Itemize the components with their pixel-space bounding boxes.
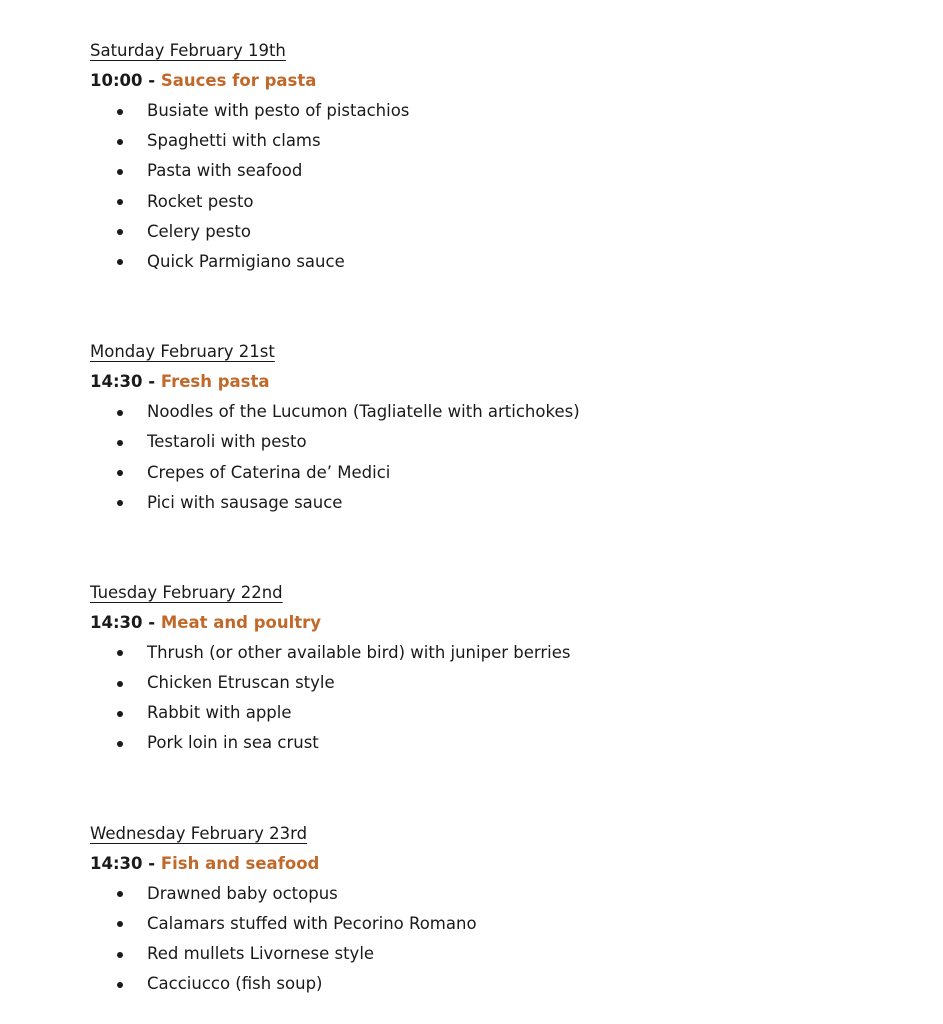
bullet-icon: [117, 741, 123, 747]
bullet-icon: [117, 259, 123, 265]
list-item: [90, 638, 910, 668]
list-item: [90, 427, 910, 457]
list-item-text: Calamars stuffed with Pecorino Romano: [147, 913, 477, 933]
list-item-text: Thrush (or other available bird) with juniper berries: [147, 642, 571, 662]
session-topic: Fish and seafood: [160, 853, 320, 873]
list-item: [90, 909, 910, 939]
list-item-text: Spaghetti with clams: [147, 131, 321, 151]
list-item-text: Pasta with seafood: [147, 161, 303, 181]
bullet-icon: [117, 199, 123, 205]
list-item: [90, 126, 910, 156]
recipe-list: [90, 397, 910, 518]
list-item: [90, 728, 910, 758]
list-item-text: Testaroli with pesto: [147, 432, 307, 452]
list-item-text: Pici with sausage sauce: [147, 492, 343, 512]
bullet-icon: [117, 229, 123, 235]
session-time: 14:30: [90, 612, 143, 632]
schedule-section-saturday: [90, 36, 910, 277]
list-item-text: Cacciucco (fish soup): [147, 974, 323, 994]
list-item-text: Crepes of Caterina de’ Medici: [147, 462, 391, 482]
list-item: [90, 698, 910, 728]
schedule-section-wednesday: [90, 819, 910, 1000]
recipe-list: [90, 879, 910, 1000]
bullet-icon: [117, 410, 123, 416]
section-date: Saturday February 19th: [90, 41, 286, 60]
section-date: Wednesday February 23rd: [90, 823, 308, 843]
list-item: [90, 397, 910, 427]
recipe-list: [90, 638, 910, 759]
list-item: [90, 187, 910, 217]
session-separator: -: [142, 612, 161, 632]
list-item: [90, 156, 910, 186]
session-heading: [90, 66, 910, 96]
bullet-icon: [117, 139, 123, 145]
list-item-text: Drawned baby octopus: [147, 883, 338, 903]
list-item: [90, 217, 910, 247]
session-heading: [90, 367, 910, 397]
list-item-text: Noodles of the Lucumon (Tagliatelle with artichokes): [147, 402, 580, 422]
bullet-icon: [117, 109, 123, 115]
session-time: 14:30: [90, 853, 143, 873]
list-item-text: Rabbit with apple: [147, 703, 292, 723]
document-body: [90, 36, 910, 999]
list-item-text: Red mullets Livornese style: [147, 944, 375, 963]
list-item: [90, 96, 910, 126]
bullet-icon: [117, 921, 123, 927]
bullet-icon: [117, 681, 123, 687]
recipe-list: [90, 96, 910, 277]
bullet-icon: [117, 470, 123, 476]
bullet-icon: [117, 952, 123, 958]
list-item-text: Celery pesto: [147, 221, 251, 241]
bullet-icon: [117, 500, 123, 506]
section-date: Tuesday February 22nd: [90, 582, 283, 602]
session-time: 14:30: [90, 372, 143, 392]
bullet-icon: [117, 650, 123, 656]
schedule-section-tuesday: [90, 578, 910, 759]
bullet-icon: [117, 891, 123, 897]
list-item-text: Chicken Etruscan style: [147, 673, 335, 693]
session-topic: Fresh pasta: [160, 372, 270, 392]
section-date: Monday February 21st: [90, 342, 275, 362]
bullet-icon: [117, 169, 123, 175]
list-item-text: Quick Parmigiano sauce: [147, 251, 345, 271]
session-separator: -: [142, 71, 161, 90]
session-heading: [90, 849, 910, 879]
bullet-icon: [117, 982, 123, 988]
session-separator: -: [142, 853, 161, 873]
session-time: 10:00: [90, 71, 143, 90]
list-item: [90, 969, 910, 999]
list-item-text: Pork loin in sea crust: [147, 733, 319, 753]
list-item: [90, 668, 910, 698]
list-item: [90, 458, 910, 488]
list-item: [90, 488, 910, 518]
bullet-icon: [117, 711, 123, 717]
bullet-icon: [117, 440, 123, 446]
list-item-text: Busiate with pesto of pistachios: [147, 101, 410, 120]
list-item: [90, 879, 910, 909]
list-item-text: Rocket pesto: [147, 191, 254, 211]
session-separator: -: [142, 372, 161, 392]
list-item: [90, 247, 910, 277]
list-item: [90, 939, 910, 969]
session-heading: [90, 608, 910, 638]
session-topic: Sauces for pasta: [160, 71, 317, 90]
schedule-section-monday: [90, 337, 910, 518]
session-topic: Meat and poultry: [160, 612, 322, 632]
